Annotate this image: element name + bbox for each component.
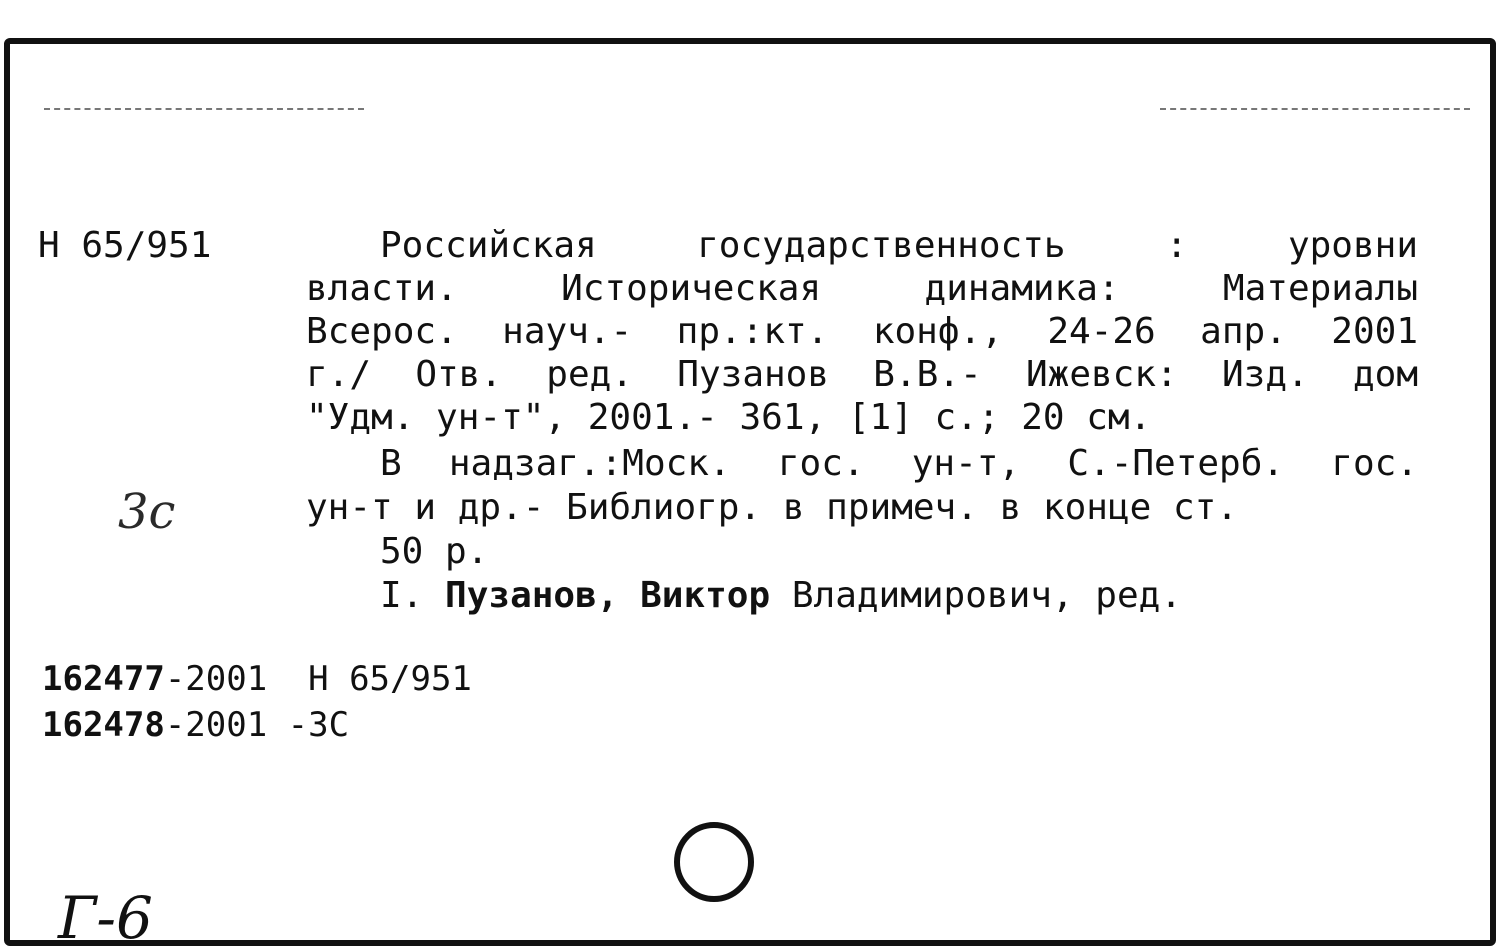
- accession-number: 162478: [42, 705, 165, 745]
- title-line-2: власти. Историческая динамика: Материалы: [306, 268, 1418, 309]
- title-line-5: "Удм. ун-т", 2001.- 361, [1] с.; 20 см.: [306, 397, 1152, 438]
- price: 50 р.: [380, 531, 489, 572]
- accession-year: -2001: [164, 659, 268, 699]
- accession-row-2: [42, 705, 350, 745]
- added-entry-number: I.: [380, 575, 424, 616]
- handwritten-note-3c: 3с: [118, 484, 176, 540]
- title-line-4: г./ Отв. ред. Пузанов В.В.- Ижевск: Изд. дом: [306, 354, 1418, 395]
- punch-hole: [674, 822, 754, 902]
- notes-line-2: ун-т и др.- Библиогр. в примеч. в конце ст.: [306, 487, 1238, 528]
- added-entry-name: Пузанов, Виктор: [445, 575, 771, 616]
- catalog-card: [4, 38, 1496, 952]
- header-dashes-left: [44, 108, 364, 110]
- accession-row-1: [42, 659, 472, 699]
- accession-number: 162477: [42, 659, 165, 699]
- added-entry: [380, 575, 1418, 616]
- handwritten-note-g6: Г-6: [58, 884, 153, 952]
- accession-location: -3С: [287, 705, 350, 745]
- header-dashes-right: [1160, 108, 1470, 110]
- shelfmark: Н 65/951: [38, 225, 212, 266]
- accession-location: Н 65/951: [308, 659, 472, 699]
- added-entry-role: Владимирович, ред.: [791, 575, 1182, 616]
- title-line-1: Российская государственность : уровни: [380, 225, 1418, 266]
- notes-line-1: В надзаг.:Моск. гос. ун-т, С.-Петерб. гос.: [380, 443, 1418, 484]
- accession-year: -2001: [164, 705, 268, 745]
- title-line-3: Всерос. науч.- пр.:кт. конф., 24-26 апр. 2001: [306, 311, 1418, 352]
